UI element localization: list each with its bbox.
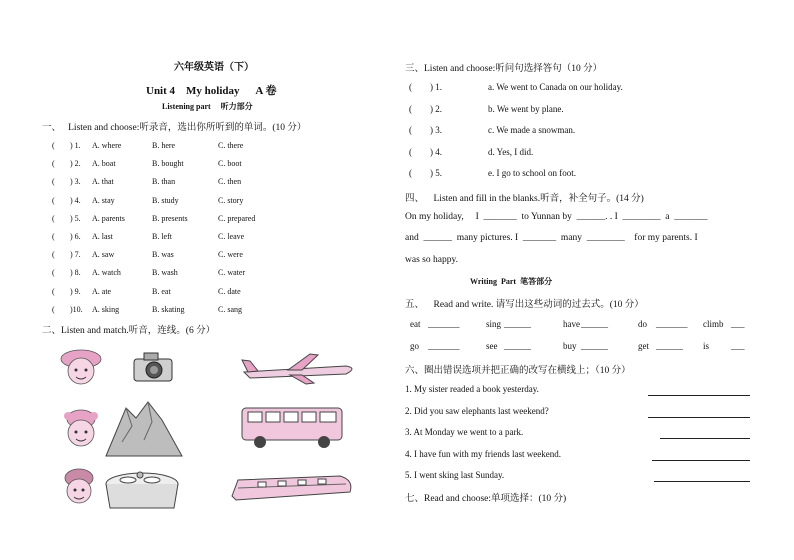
unit-title: Unit 4 My holiday A 卷 <box>146 85 277 97</box>
option-a: A. last <box>92 232 113 241</box>
option-a: A. that <box>92 177 114 187</box>
choice-paren: ( <box>52 232 55 241</box>
girl-face-icon <box>58 346 104 390</box>
section7-title: 七、Read and choose:单项选择：(10 分) <box>405 494 567 504</box>
choice-paren: ( <box>52 304 55 314</box>
answer-option: e. I go to school on foot. <box>488 168 576 178</box>
option-a: A. ate <box>92 286 112 296</box>
verb-word: have <box>563 319 580 329</box>
option-a: A. saw <box>92 250 115 260</box>
choice-number: ) 1. <box>66 141 81 150</box>
verb-blank: ___ <box>731 319 745 329</box>
verb-blank: _______ <box>656 319 688 329</box>
option-b: B. left <box>152 232 172 241</box>
verb-word: do <box>638 319 647 329</box>
verb-blank: ______ <box>581 319 608 329</box>
answer-option: b. We went by plane. <box>488 103 564 114</box>
answer-option: d. Yes, I did. <box>488 146 534 157</box>
section2-title: 二、Listen and match.听音，连线。(6 分） <box>42 326 216 336</box>
camera-icon <box>130 350 176 384</box>
option-a: A. parents <box>92 213 125 223</box>
option-b: B. eat <box>152 286 171 296</box>
choice-number: ) 9. <box>66 286 81 296</box>
answer-option: c. We made a snowman. <box>488 125 576 135</box>
writing-part-heading: Writing Part 笔答部分 <box>470 277 553 286</box>
option-c: C. boot <box>218 159 242 169</box>
verb-word: climb <box>703 319 724 329</box>
option-b: B. wash <box>152 268 178 278</box>
choice-paren: ( <box>52 286 55 296</box>
section5-title: 五、 Read and write. 请写出这些动词的过去式。(10 分） <box>405 300 644 310</box>
grade-title: 六年级英语（下） <box>174 62 254 73</box>
verb-blank: ______ <box>656 341 683 351</box>
option-a: A. where <box>92 141 122 150</box>
choice-number: )10. <box>66 304 83 314</box>
option-c: C. then <box>218 177 242 187</box>
verb-word: is <box>703 341 710 351</box>
answer-paren: ( ) 1. <box>409 82 442 92</box>
error-sentence: 4. I have fun with my friends last weekend. <box>405 448 561 459</box>
option-c: C. story <box>218 195 244 205</box>
section6-title: 六、圈出错误选项并把正确的改写在横线上；（10 分） <box>405 366 631 376</box>
error-sentence: 2. Did you saw elephants last weekend? <box>405 405 549 416</box>
choice-number: ) 6. <box>66 232 81 241</box>
listening-part-heading: Listening part 听力部分 <box>162 102 253 111</box>
section4-title: 四、 Listen and fill in the blanks.听音，补全句子。(14 分) <box>405 194 644 204</box>
verb-word: get <box>638 341 649 351</box>
error-sentence: 3. At Monday we went to a park. <box>405 427 524 437</box>
answer-paren: ( ) 4. <box>409 146 442 157</box>
answer-paren: ( ) 2. <box>409 103 442 114</box>
option-c: C. leave <box>218 232 245 241</box>
option-b: B. presents <box>152 213 188 223</box>
choice-paren: ( <box>52 213 55 223</box>
section3-title: 三、Listen and choose:听问句选择答句（10 分） <box>405 64 603 74</box>
choice-number: ) 5. <box>66 213 81 223</box>
verb-word: eat <box>410 319 421 329</box>
girl-face-icon <box>58 466 100 510</box>
option-b: B. here <box>152 141 176 150</box>
choice-paren: ( <box>52 195 55 205</box>
answer-line[interactable] <box>648 417 750 418</box>
section1-title: 一、 Listen and choose:听录音，选出你所听到的单词。(10 分） <box>42 123 307 133</box>
option-b: B. skating <box>152 304 185 314</box>
verb-blank: ___ <box>731 341 745 351</box>
choice-paren: ( <box>52 141 55 150</box>
option-a: A. stay <box>92 195 115 205</box>
error-sentence: 5. I went sking last Sunday. <box>405 470 505 480</box>
choice-number: ) 3. <box>66 177 81 187</box>
choice-number: ) 7. <box>66 250 81 260</box>
answer-line[interactable] <box>652 460 750 461</box>
option-c: C. sang <box>218 304 242 314</box>
girl-face-icon <box>58 406 104 452</box>
option-b: B. than <box>152 177 176 187</box>
verb-word: see <box>486 341 498 351</box>
answer-paren: ( ) 3. <box>409 125 442 135</box>
answer-line[interactable] <box>660 438 750 439</box>
option-c: C. were <box>218 250 243 260</box>
option-c: C. there <box>218 141 244 150</box>
train-icon <box>228 470 356 506</box>
choice-paren: ( <box>52 250 55 260</box>
airplane-icon <box>236 350 360 386</box>
choice-number: ) 2. <box>66 159 81 169</box>
verb-word: buy <box>563 341 577 351</box>
error-sentence: 1. My sister readed a book yesterday. <box>405 384 539 394</box>
bus-icon <box>236 400 348 450</box>
option-a: A. sking <box>92 304 120 314</box>
section4-line1: On my holiday, I _______ to Yunnan by ______. . I ________ a _______ <box>405 212 708 222</box>
choice-paren: ( <box>52 177 55 187</box>
option-b: B. study <box>152 195 179 205</box>
food-table-icon <box>102 466 182 512</box>
option-a: A. boat <box>92 159 116 169</box>
answer-line[interactable] <box>648 395 750 396</box>
choice-number: ) 4. <box>66 195 81 205</box>
verb-blank: _______ <box>428 319 460 329</box>
choice-paren: ( <box>52 268 55 278</box>
verb-word: go <box>410 341 419 351</box>
answer-option: a. We went to Canada on our holiday. <box>488 82 623 92</box>
verb-blank: ______ <box>504 319 531 329</box>
verb-blank: ______ <box>581 341 608 351</box>
section4-line3: was so happy. <box>405 255 458 265</box>
option-c: C. water <box>218 268 246 278</box>
verb-word: sing <box>486 319 502 329</box>
mountain-icon <box>104 396 184 458</box>
option-b: B. bought <box>152 159 184 169</box>
choice-paren: ( <box>52 159 55 169</box>
option-c: C. date <box>218 286 241 296</box>
answer-paren: ( ) 5. <box>409 168 442 178</box>
verb-blank: _______ <box>428 341 460 351</box>
verb-blank: ______ <box>504 341 531 351</box>
answer-line[interactable] <box>654 481 750 482</box>
option-b: B. was <box>152 250 174 260</box>
option-a: A. watch <box>92 268 121 278</box>
section4-line2: and ______ many pictures. I _______ many ________ for my parents. I <box>405 233 698 243</box>
option-c: C. prepared <box>218 213 256 223</box>
choice-number: ) 8. <box>66 268 81 278</box>
